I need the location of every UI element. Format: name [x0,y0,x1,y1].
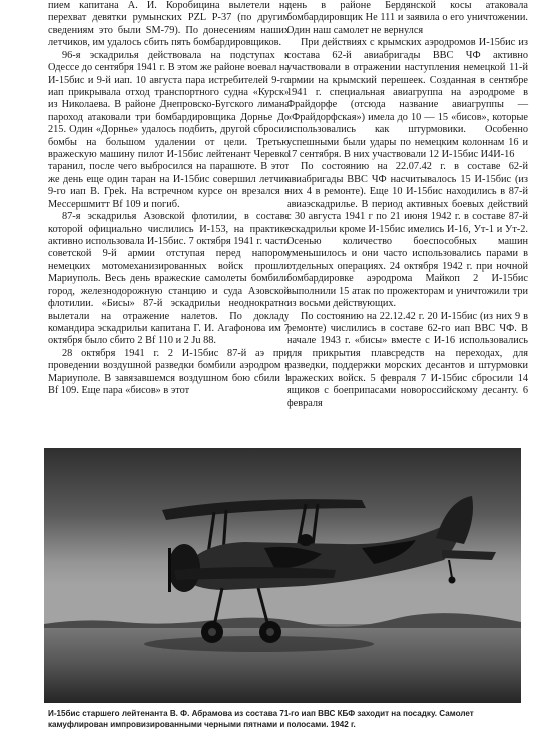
biplane-illustration [44,448,521,703]
text-column-right [287,0,528,410]
left-column-paragraph: 28 октября 1941 г. 2 И-15бис 87-й аэ при проведении воздушной разведки бомбили аэродром в Мариуполе. В завязавшемся воздушном бою сбили 1 Bf 109. Еще пара «бисов» в этот [48,347,289,397]
right-column-paragraph: день в районе Бердянской косы атаковала бомбардировщик He 111 и заявила о его уничтожении. Один наш самолет не вернулся [287,0,528,36]
right-column-paragraph: По состоянию на 22.07.42 г. в составе 62-й авиабригады ВВС ЧФ насчитывалось 15 И-15бис (из них 4 в ремонте). Еще 10 И-15бис находились в 87-й авиаэскадрилье. В период активных боевых действий с 30 августа 1941 г по 21 июня 1942 г. в составе 87-й эскадрильи кроме И-15бис имелись И-16, Ут-1 и Ут-2. Осенью количество боеспособных машин уменьшилось и они часто использовались парами в отдельных операциях. 24 октября 1942 г. при ночной бомбардировке аэродрома Майкоп 2 И-15бис выполнили 15 атак по прожекторам и уничтожили три из восьми действующих. [287,161,528,310]
left-column-paragraph: 96-я эскадрилья действовала на подступах к Одессе до сентября 1941 г. В этом же районе воевал на И-15бис и 9-й иап. 10 августа пара истребителей 9-го иап прикрывала отход транспортного судна «Курск» из Николаева. В районе Днепровско-Бугского лимана пароход атаковали три бомбардировщика Дорнье До 215. Один «Дорнье» удалось подбить, другой сбросил бомбы на большом удалении от цели. Третью вражескую машину пилот И-15бис лейтенант Черевко таранил, после чего выбросился на парашюте. В этот же день еще один таран на И-15бис совершил летчик 9-го иап В. Греk. На встречном курсе он врезался в Мессершмитт Bf 109 и погиб. [48,49,289,210]
right-column-paragraph: По состоянию на 22.12.42 г. 20 И-15бис (из них 9 в ремонте) числились в составе 62-го иап ВВС ЧФ. В начале 1943 г. «бисы» вместе с И-16 использовались для прикрытия плавсредств на переходах, для разведки, поддержки морских десантов и штурмовки вражеских войск. 5 февраля 7 И-15бис сбросили 14 ящиков с боеприпасами новороссийскому десанту. 6 февраля [287,310,528,409]
text-column-left [48,0,289,398]
left-column-paragraph: пием капитана А. И. Коробицина вылетели на перехват девятки румынских PZL P-37 (по другим сведениям это были SM-79). По донесениям наших летчиков, им удалось сбить пять бомбардировщиков. [48,0,289,49]
left-column-paragraph: 87-я эскадрилья Азовской флотилии, в составе которой официально числились И-153, на практике активно использовала И-15бис. 7 октября 1941 г. части советской 9-й армии отступая перед напором немецких мотомеханизированных войск прошли Мариуполь. Весь день вражеские самолеты бомбили город, железнодорожную станцию и суда Азовской флотилии. «Бисы» 87-й эскадрильи неоднократно вылетали на отражение налетов. По докладу командира эскадрильи капитана Г. И. Агафонова им 7 октября было сбито 2 Bf 110 и 2 Ju 88. [48,211,289,347]
photo-caption: И-15бис старшего лейтенанта В. Ф. Абрамова из состава 71-го иап ВВС КБФ заходит на посадку. Самолет камуфлирован импровизированными черными пятнами и полосами. 1942 г. [48,709,474,729]
biplane-photo [44,448,521,703]
right-column-paragraph: При действиях с крымских аэродромов И-15бис из состава 62-й авиабригады ВВС ЧФ активно участвовали в отражении наступления немецкой 11-й армии на крымский перешеек. Созданная в сентябре 1941 г. специальная авиагруппа на аэродроме в Фрайдорфе (отсюда название авиагруппы — «Фрайдорфская») имела до 10 — 15 «бисов», которые использовались как штурмовики. Особенно успешными были удары по немецким колоннам 16 и 17 сентября. В них участвовали 12 И-15бис И4И-16 [287,37,528,161]
